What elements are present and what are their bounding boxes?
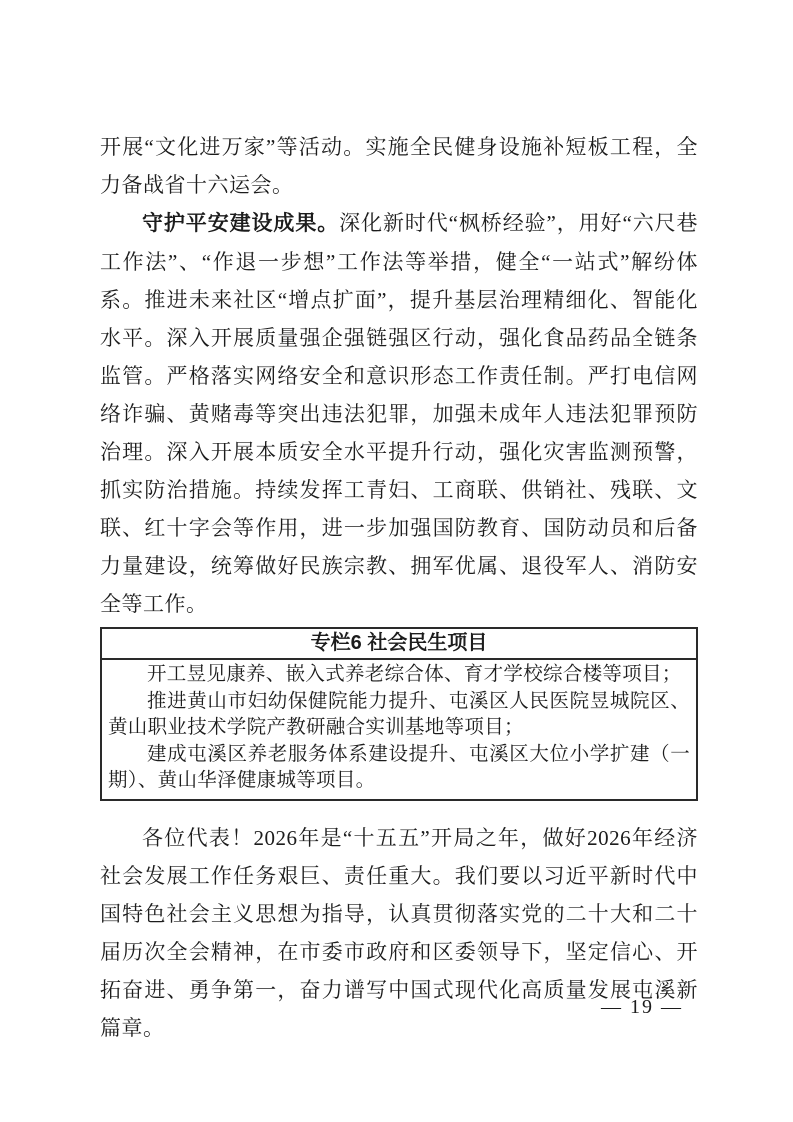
paragraph-lead-bold: 守护平安建设成果。 [142, 212, 340, 235]
feature-box-item: 建成屯溪区养老服务体系建设提升、屯溪区大位小学扩建（一期）、黄山华泽健康城等项目。 [108, 743, 690, 791]
page-number: — 19 — [601, 996, 683, 1018]
paragraph-closing: 各位代表！2026年是“十五五”开局之年，做好2026年经济社会发展工作任务艰巨、责任重大。我们要以习近平新时代中国特色社会主义思想为指导，认真贯彻落实党的二十大和二十届历次全会精神，在市委市政府和区委领导下，坚定信心、开拓奋进、勇争第一，奋力谱写中国式现代化高质量发展屯溪新篇章。 [100, 825, 698, 1040]
feature-box-item: 推进黄山市妇幼保健院能力提升、屯溪区人民医院昱城院区、黄山职业技术学院产教研融合实训基地等项目； [108, 690, 690, 738]
feature-box-title: 专栏6 社会民生项目 [102, 629, 696, 660]
paragraph-culture-continuation: 开展“文化进万家”等活动。实施全民健身设施补短板工程，全力备战省十六运会。 [100, 135, 698, 197]
feature-box-body [102, 660, 696, 799]
paragraph-safety-text: 深化新时代“枫桥经验”，用好“六尺巷工作法”、“作退一步想”工作法等举措，健全“一站式”解纷体系。推进未来社区“增点扩面”，提升基层治理精细化、智能化水平。深入开展质量强企强链强区行动，强化食品药品全链条监管。严格落实网络安全和意识形态工作责任制。严打电信网络诈骗、黄赌毒等突出违法犯罪，加强未成年人违法犯罪预防治理。深入开展本质安全水平提升行动，强化灾害监测预警，抓实防治措施。持续发挥工青妇、工商联、供销社、残联、文联、红十字会等作用，进一步加强国防教育、国防动员和后备力量建设，统筹做好民族宗教、拥军优属、退役军人、消防安全等工作。 [100, 211, 699, 616]
paragraph-safety [100, 204, 698, 623]
feature-box-item: 开工昱见康养、嵌入式养老综合体、育才学校综合楼等项目； [147, 664, 682, 685]
feature-box-social-projects [100, 627, 698, 801]
page-content [100, 128, 698, 1047]
